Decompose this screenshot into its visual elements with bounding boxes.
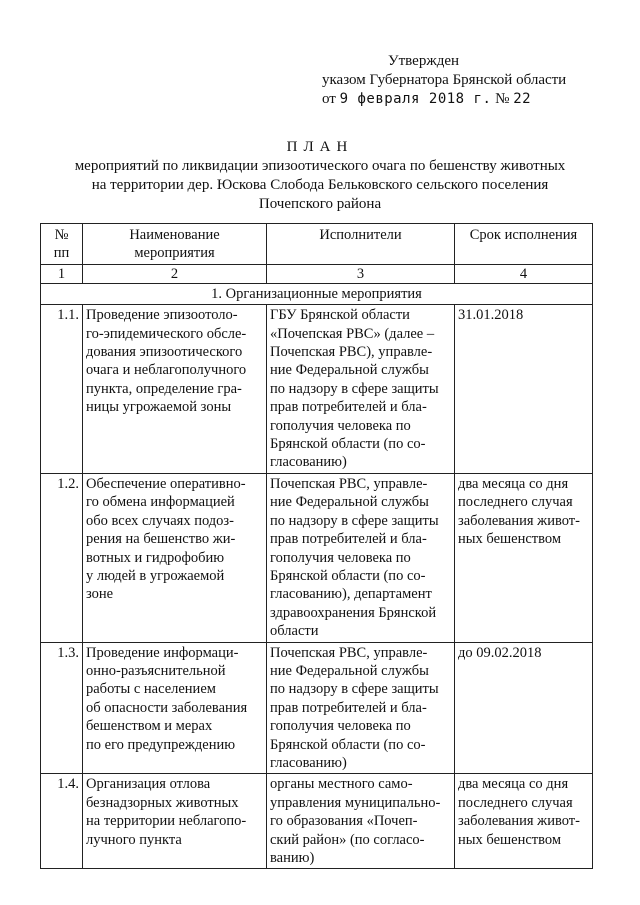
column-number-row	[41, 264, 593, 283]
header-executors: Исполнители	[267, 224, 455, 265]
title-line-1: мероприятий по ликвидации эпизоотического очага по бешенству животных	[74, 158, 566, 174]
row-deadline: два месяца со дня последнего случая заболевания живот- ных бешенством	[455, 774, 593, 869]
table-row	[41, 305, 593, 474]
row-deadline: два месяца со дня последнего случая заболевания живот- ных бешенством	[455, 473, 593, 642]
row-deadline: до 09.02.2018	[455, 642, 593, 774]
title-line-3: Почепского района	[258, 196, 382, 212]
column-number: 4	[455, 264, 593, 283]
header-number: № пп	[41, 224, 83, 265]
row-executors: Почепская РВС, управле- ние Федеральной службы по надзору в сфере защиты прав потребителей и бла- гополучия человека по Брянской области (по со- гласованию), департамент здравоохранения Брянской области	[267, 473, 455, 642]
row-activity: Проведение информаци- онно-разъяснительной работы с населением об опасности заболевания бешенством и мерах по его предупреждению	[83, 642, 267, 774]
table-row	[41, 774, 593, 869]
table-row	[41, 642, 593, 774]
row-number: 1.2.	[41, 473, 83, 642]
row-number: 1.1.	[41, 305, 83, 474]
header-name: Наименование мероприятия	[83, 224, 267, 265]
approval-number-label: №	[495, 91, 510, 107]
table-row	[41, 473, 593, 642]
plan-table	[40, 223, 593, 869]
approval-line-3	[322, 90, 531, 109]
row-executors: Почепская РВС, управле- ние Федеральной службы по надзору в сфере защиты прав потребителей и бла- гополучия человека по Брянской области (по со- гласованию)	[267, 642, 455, 774]
row-deadline: 31.01.2018	[455, 305, 593, 474]
approval-line-1: Утвержден	[388, 53, 460, 69]
column-number: 2	[83, 264, 267, 283]
title-line-2: на территории дер. Юскова Слобода Бельковского сельского поселения	[91, 177, 549, 193]
column-number: 3	[267, 264, 455, 283]
section-title: 1. Организационные мероприятия	[41, 283, 593, 304]
approval-date-prefix: от	[322, 91, 336, 107]
approval-line-2: указом Губернатора Брянской области	[322, 72, 567, 88]
row-number: 1.3.	[41, 642, 83, 774]
row-number: 1.4.	[41, 774, 83, 869]
column-number: 1	[41, 264, 83, 283]
approval-date: 9 февраля 2018 г.	[339, 91, 492, 107]
table-header-row	[41, 224, 593, 265]
approval-number: 22	[513, 91, 532, 107]
row-activity: Организация отлова безнадзорных животных на территории неблагопо- лучного пункта	[83, 774, 267, 869]
section-row	[41, 283, 593, 304]
title-heading: ПЛАН	[286, 139, 354, 155]
row-executors: ГБУ Брянской области «Почепская РВС» (далее – Почепская РВС), управле- ние Федеральной службы по надзору в сфере защиты прав потребителей и бла- гополучия человека по Брянской области (по со- гласованию)	[267, 305, 455, 474]
row-activity: Обеспечение оперативно- го обмена информацией обо всех случаях подоз- рения на бешенство жи- вотных и гидрофобию у людей в угрожаемой зоне	[83, 473, 267, 642]
row-executors: органы местного само- управления муниципально- го образования «Почеп- ский район» (по согласо- ванию)	[267, 774, 455, 869]
row-activity: Проведение эпизоотоло- го-эпидемического обсле- дования эпизоотического очага и неблагополучного пункта, определение гра- ницы угрожаемой зоны	[83, 305, 267, 474]
document-title	[0, 138, 640, 214]
header-deadline: Срок исполнения	[455, 224, 593, 265]
